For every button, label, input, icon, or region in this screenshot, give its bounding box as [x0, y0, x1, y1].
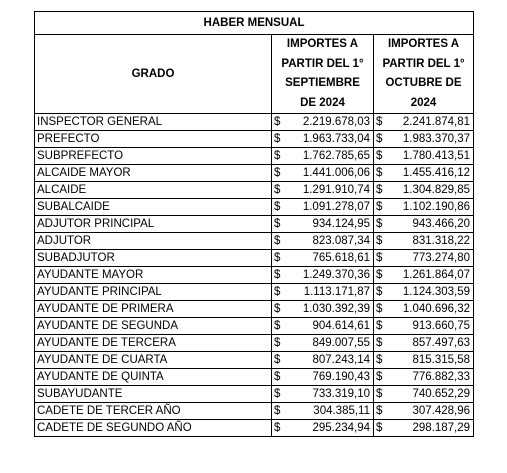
grade-cell: ALCAIDE MAYOR: [35, 165, 272, 182]
currency-symbol: $: [274, 218, 281, 230]
amount-value: 1.040.696,32: [402, 303, 471, 315]
september-header-line: IMPORTES A: [286, 38, 359, 50]
september-amount-cell: [272, 284, 374, 301]
september-amount-cell: [272, 233, 374, 250]
amount-value: 298.187,29: [412, 422, 471, 434]
amount-value: 1.983.370,37: [402, 133, 471, 145]
currency-symbol: $: [274, 167, 281, 179]
table-row: [35, 301, 474, 318]
september-amount-cell: [272, 114, 374, 131]
grade-cell: ADJUTOR PRINCIPAL: [35, 216, 272, 233]
september-amount-cell: [272, 267, 374, 284]
september-amount-cell: [272, 318, 374, 335]
amount-value: 857.497,63: [412, 337, 471, 349]
october-amount-cell: [374, 233, 474, 250]
september-amount-cell: [272, 182, 374, 199]
amount-value: 295.234,94: [312, 422, 370, 434]
grade-cell: CADETE DE SEGUNDO AÑO: [35, 420, 272, 437]
october-column-header: [374, 35, 474, 114]
amount-value: 1.102.190,86: [402, 201, 471, 213]
october-amount-cell: [374, 250, 474, 267]
table-row: [35, 386, 474, 403]
currency-symbol: $: [274, 269, 281, 281]
september-amount-cell: [272, 301, 374, 318]
grade-cell: ADJUTOR: [35, 233, 272, 250]
salary-table: [34, 11, 474, 437]
currency-symbol: $: [274, 150, 281, 162]
grade-cell: ALCAIDE: [35, 182, 272, 199]
table-row: [35, 352, 474, 369]
amount-value: 2.241.874,81: [402, 116, 471, 128]
amount-value: 943.466,20: [412, 218, 471, 230]
october-amount-cell: [374, 335, 474, 352]
table-row: [35, 148, 474, 165]
currency-symbol: $: [376, 201, 383, 213]
currency-symbol: $: [274, 337, 281, 349]
currency-symbol: $: [376, 422, 383, 434]
amount-value: 1.441.006,06: [302, 167, 370, 179]
currency-symbol: $: [376, 116, 383, 128]
october-amount-cell: [374, 148, 474, 165]
currency-symbol: $: [274, 184, 281, 196]
amount-value: 1.455.416,12: [402, 167, 471, 179]
grade-cell: AYUDANTE DE TERCERA: [35, 335, 272, 352]
september-header-line: DE 2024: [300, 96, 345, 109]
table-row: [35, 335, 474, 352]
currency-symbol: $: [376, 218, 383, 230]
column-header-row: [35, 35, 474, 114]
grade-cell: PREFECTO: [35, 131, 272, 148]
amount-value: 776.882,33: [412, 371, 471, 383]
grade-cell: AYUDANTE DE PRIMERA: [35, 301, 272, 318]
amount-value: 1.091.278,07: [302, 201, 370, 213]
table-body: [35, 114, 474, 437]
currency-symbol: $: [376, 405, 383, 417]
grade-cell: SUBPREFECTO: [35, 148, 272, 165]
grade-cell: SUBALCAIDE: [35, 199, 272, 216]
amount-value: 1.113.171,87: [303, 286, 370, 298]
amount-value: 1.762.785,65: [302, 150, 370, 162]
amount-value: 849.007,55: [312, 337, 370, 349]
table-row: [35, 165, 474, 182]
table-row: [35, 182, 474, 199]
grade-cell: AYUDANTE DE QUINTA: [35, 369, 272, 386]
currency-symbol: $: [376, 320, 383, 332]
currency-symbol: $: [376, 235, 383, 247]
september-column-header: [272, 35, 374, 114]
october-header-line: 2024: [410, 96, 437, 109]
amount-value: 904.614,61: [312, 320, 370, 332]
currency-symbol: $: [274, 354, 281, 366]
september-amount-cell: [272, 369, 374, 386]
grade-cell: INSPECTOR GENERAL: [35, 114, 272, 131]
october-header-line: OCTUBRE DE: [385, 77, 462, 89]
table-row: [35, 199, 474, 216]
currency-symbol: $: [376, 167, 383, 179]
october-amount-cell: [374, 420, 474, 437]
amount-value: 934.124,95: [312, 218, 370, 230]
table-row: [35, 284, 474, 301]
september-amount-cell: [272, 335, 374, 352]
currency-symbol: $: [376, 371, 383, 383]
october-amount-cell: [374, 369, 474, 386]
september-amount-cell: [272, 216, 374, 233]
amount-value: 733.319,10: [312, 388, 370, 400]
october-amount-cell: [374, 165, 474, 182]
amount-value: 1.124.303,59: [402, 286, 471, 298]
grade-cell: AYUDANTE MAYOR: [35, 267, 272, 284]
currency-symbol: $: [274, 388, 281, 400]
october-amount-cell: [374, 267, 474, 284]
currency-symbol: $: [274, 371, 281, 383]
table-row: [35, 369, 474, 386]
amount-value: 913.660,75: [412, 320, 471, 332]
october-header-line: PARTIR DEL 1°: [382, 57, 465, 70]
october-header-line: IMPORTES A: [387, 38, 460, 50]
amount-value: 1.304.829,85: [402, 184, 471, 196]
currency-symbol: $: [376, 184, 383, 196]
amount-value: 1.261.864,07: [402, 269, 471, 281]
salary-sheet: [34, 11, 473, 437]
september-amount-cell: [272, 131, 374, 148]
october-amount-cell: [374, 114, 474, 131]
october-amount-cell: [374, 131, 474, 148]
table-row: [35, 114, 474, 131]
october-amount-cell: [374, 403, 474, 420]
table-row: [35, 403, 474, 420]
grade-cell: SUBAYUDANTE: [35, 386, 272, 403]
table-row: [35, 216, 474, 233]
september-header-line: PARTIR DEL 1°: [281, 57, 364, 70]
currency-symbol: $: [274, 133, 281, 145]
october-amount-cell: [374, 386, 474, 403]
october-amount-cell: [374, 199, 474, 216]
currency-symbol: $: [376, 354, 383, 366]
currency-symbol: $: [274, 320, 281, 332]
amount-value: 1.780.413,51: [402, 150, 471, 162]
currency-symbol: $: [274, 252, 281, 264]
currency-symbol: $: [376, 286, 383, 298]
september-amount-cell: [272, 403, 374, 420]
table-title: HABER MENSUAL: [35, 12, 474, 35]
grade-cell: AYUDANTE DE SEGUNDA: [35, 318, 272, 335]
currency-symbol: $: [274, 201, 281, 213]
september-amount-cell: [272, 250, 374, 267]
table-row: [35, 233, 474, 250]
currency-symbol: $: [274, 116, 281, 128]
currency-symbol: $: [376, 150, 383, 162]
september-amount-cell: [272, 386, 374, 403]
amount-value: 1.030.392,39: [302, 303, 370, 315]
currency-symbol: $: [376, 388, 383, 400]
amount-value: 823.087,34: [312, 235, 370, 247]
amount-value: 740.652,29: [412, 388, 471, 400]
amount-value: 815.315,58: [412, 354, 471, 366]
currency-symbol: $: [376, 337, 383, 349]
table-row: [35, 420, 474, 437]
amount-value: 2.219.678,03: [302, 116, 370, 128]
grade-cell: AYUDANTE PRINCIPAL: [35, 284, 272, 301]
grade-cell: AYUDANTE DE CUARTA: [35, 352, 272, 369]
amount-value: 1.249.370,36: [302, 269, 370, 281]
october-amount-cell: [374, 216, 474, 233]
amount-value: 307.428,96: [412, 405, 471, 417]
currency-symbol: $: [376, 133, 383, 145]
grade-column-header: GRADO: [35, 35, 272, 114]
september-amount-cell: [272, 420, 374, 437]
table-row: [35, 131, 474, 148]
september-amount-cell: [272, 165, 374, 182]
table-row: [35, 318, 474, 335]
amount-value: 304.385,11: [313, 405, 370, 417]
september-header-line: SEPTIEMBRE: [285, 77, 360, 89]
currency-symbol: $: [376, 269, 383, 281]
october-amount-cell: [374, 352, 474, 369]
amount-value: 807.243,14: [312, 354, 370, 366]
amount-value: 769.190,43: [312, 371, 370, 383]
amount-value: 773.274,80: [412, 252, 471, 264]
september-amount-cell: [272, 148, 374, 165]
currency-symbol: $: [376, 252, 383, 264]
currency-symbol: $: [274, 405, 281, 417]
grade-cell: CADETE DE TERCER AÑO: [35, 403, 272, 420]
amount-value: 765.618,61: [312, 252, 370, 264]
october-amount-cell: [374, 284, 474, 301]
currency-symbol: $: [274, 286, 281, 298]
amount-value: 1.291.910,74: [302, 184, 370, 196]
title-row: [35, 12, 474, 35]
amount-value: 1.963.733,04: [302, 133, 370, 145]
october-amount-cell: [374, 182, 474, 199]
october-amount-cell: [374, 318, 474, 335]
currency-symbol: $: [274, 235, 281, 247]
grade-cell: SUBADJUTOR: [35, 250, 272, 267]
currency-symbol: $: [376, 303, 383, 315]
september-amount-cell: [272, 199, 374, 216]
table-row: [35, 250, 474, 267]
table-row: [35, 267, 474, 284]
september-amount-cell: [272, 352, 374, 369]
currency-symbol: $: [274, 422, 281, 434]
amount-value: 831.318,22: [412, 235, 471, 247]
october-amount-cell: [374, 301, 474, 318]
currency-symbol: $: [274, 303, 281, 315]
